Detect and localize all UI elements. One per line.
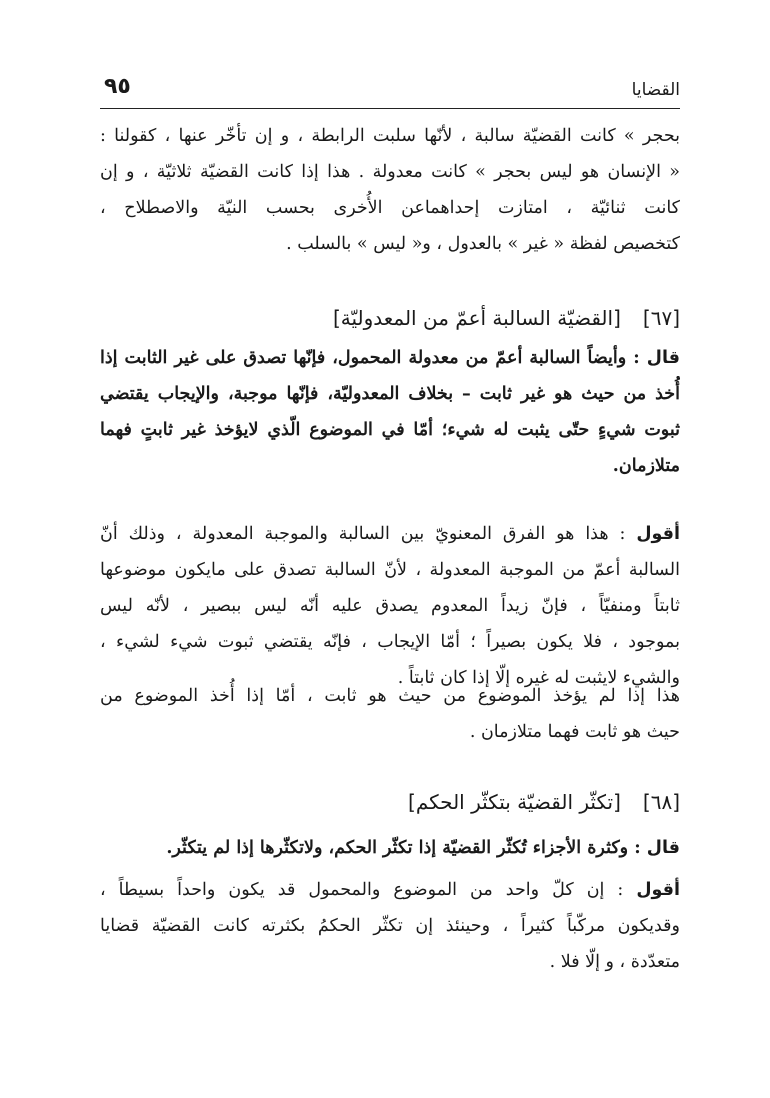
page-number: ٩٥	[104, 74, 131, 99]
text-line: قال : وكثرة الأجزاء تُكثّر القضيّة إذا تكثّر الحكم، ولاتكثّرها إذا لم يتكثّر.	[166, 838, 680, 858]
aqul-paragraph-68	[100, 872, 680, 980]
aqul-label: أقول	[636, 524, 680, 544]
aqul-paragraph-67	[100, 516, 680, 696]
text-line: « الإنسان هو ليس بحجر » كانت معدولة . هذا إذا كانت القضيّة ثلاثيّة ، و إن	[100, 162, 680, 182]
text-line: كتخصيص لفظة « غير » بالعدول ، و« ليس » بالسلب .	[286, 234, 680, 254]
section-number: [٦٨]	[642, 790, 680, 814]
qal-label: قال	[646, 348, 680, 368]
text-line: كانت ثنائيّة ، امتازت إحداهماعن الأُخرى بحسب النيّة والاصطلاح ،	[100, 198, 680, 218]
text-line: بحجر » كانت القضيّة سالبة ، لأنّها سلبت الرابطة ، و إن تأخّر عنها ، كقولنا :	[100, 126, 680, 146]
text-line: ثابتاً ومنفيّاً ، فإنّ زيداً المعدوم يصدق عليه أنّه ليس ببصير ، لأنّه ليس	[100, 596, 680, 616]
text-line: حيث هو ثابت فهما متلازمان .	[469, 722, 680, 742]
text-line: متلازمان.	[612, 456, 680, 476]
text-line: قال : وأيضاً السالبة أعمّ من معدولة المحمول، فإنّها تصدق على غير الثابت إذا	[100, 348, 680, 368]
qal-label: قال	[646, 838, 680, 858]
section-title: [القضيّة السالبة أعمّ من المعدوليّة]	[332, 306, 621, 330]
section-heading-67	[333, 306, 680, 330]
text-line: السالبة أعمّ من الموجبة المعدولة ، لأنّ السالبة تصدق على مايكون موضوعها	[100, 560, 680, 580]
text-line: متعدّدة ، و إلّا فلا .	[549, 952, 680, 972]
running-header	[100, 74, 680, 109]
text-line: أُخذ من حيث هو غير ثابت – بخلاف المعدوليّة، فإنّها موجبة، والإيجاب يقتضي	[100, 384, 680, 404]
paragraph-extra	[100, 678, 680, 750]
section-title: [تكثّر القضيّة بتكثّر الحكم]	[408, 790, 621, 814]
section-number: [٦٧]	[642, 306, 680, 330]
paragraph-continuation	[100, 118, 680, 262]
text-line: بموجود ، فلا يكون بصيراً ؛ أمّا الإيجاب ، فإنّه يقتضي ثبوت شيء لشيء ،	[100, 632, 680, 652]
text-line: والشيء لايثبت له غيره إلّا إذا كان ثابتاً .	[397, 668, 680, 688]
qal-paragraph-68	[100, 830, 680, 866]
text-line: وقديكون مركّباً كثيراً ، وحينئذ إن تكثّر الحكمُ بكثرته كانت القضيّة قضايا	[100, 916, 680, 936]
qal-paragraph-67	[100, 340, 680, 484]
text-line: أقول : هذا هو الفرق المعنويّ بين السالبة والموجبة المعدولة ، وذلك أنّ	[100, 524, 680, 544]
text-line: هذا إذا لم يؤخذ الموضوع من حيث هو ثابت ، أمّا إذا أُخذ الموضوع من	[100, 686, 680, 706]
text-line: ثبوت شيءٍ حتّى يثبت له شيء؛ أمّا في الموضوع الّذي لايؤخذ غير ثابتٍ فهما	[100, 420, 680, 440]
section-heading-68	[408, 790, 680, 814]
text-line: أقول : إن كلّ واحد من الموضوع والمحمول قد يكون واحداً بسيطاً ،	[100, 880, 680, 900]
aqul-label: أقول	[636, 880, 680, 900]
running-title: القضايا	[631, 80, 680, 100]
